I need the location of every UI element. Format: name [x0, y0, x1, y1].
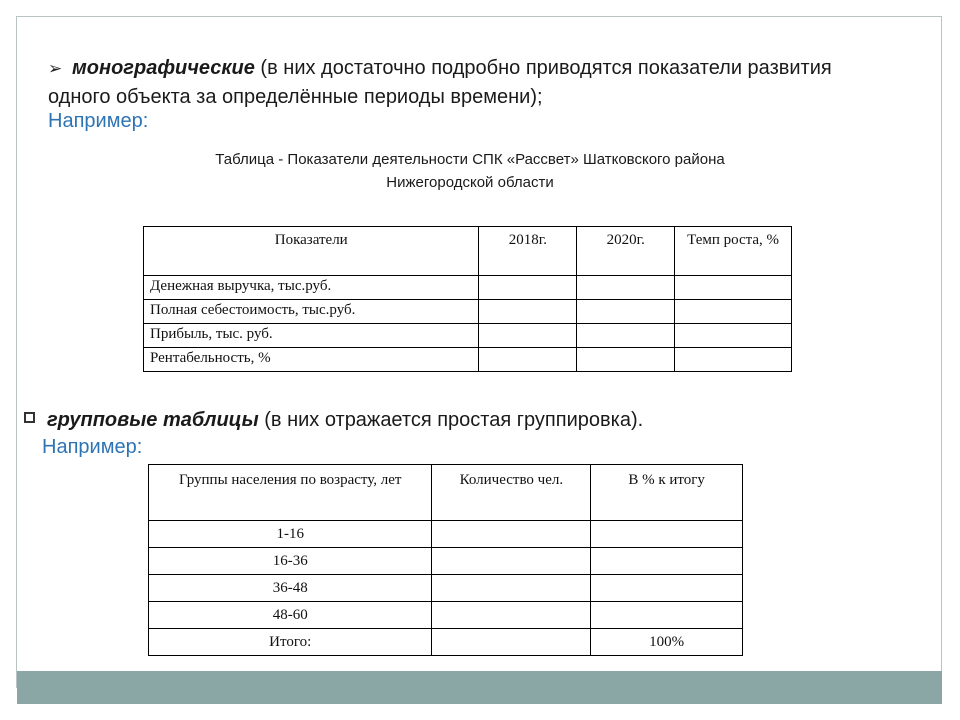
table-cell: [432, 575, 591, 602]
table-cell: Полная себестоимость, тыс.руб.: [144, 300, 479, 324]
table-row: [149, 602, 743, 629]
caption-line: Таблица - Показатели деятельности СПК «Рассвет» Шатковского района: [215, 151, 725, 168]
table-caption: [140, 148, 800, 194]
table-cell: 16-36: [149, 548, 432, 575]
bullet-monographic: [48, 54, 868, 111]
table-cell: [479, 300, 577, 324]
example-label: Например:: [42, 436, 143, 458]
table-cell: [675, 300, 792, 324]
table-cell: Рентабельность, %: [144, 348, 479, 372]
header-cell: Группы населения по возрасту, лет: [149, 465, 432, 521]
table-cell: Денежная выручка, тыс.руб.: [144, 276, 479, 300]
table-row: [149, 575, 743, 602]
header-cell: 2020г.: [577, 227, 675, 276]
table-row: [144, 276, 792, 300]
table-cell: [591, 548, 743, 575]
bullet-text: (в них отражается простая группировка).: [258, 409, 644, 431]
bullet-text: (в них достаточно подробно приводятся показатели развития одного объекта за определённые периоды времени);: [48, 57, 832, 108]
table-cell: [577, 276, 675, 300]
table-cell: [675, 324, 792, 348]
table-cell: 100%: [591, 629, 743, 656]
table-cell: [432, 602, 591, 629]
square-bullet-icon: [24, 412, 35, 423]
table-cell: [675, 276, 792, 300]
table-cell: [591, 602, 743, 629]
table-row: [144, 324, 792, 348]
bullet-term: монографические: [72, 57, 255, 79]
table-cell: [591, 521, 743, 548]
table-header-row: [144, 227, 792, 276]
table-cell: [591, 575, 743, 602]
footer-bar: [17, 671, 942, 704]
table-row: [144, 348, 792, 372]
header-cell: Количество чел.: [432, 465, 591, 521]
header-cell: Показатели: [144, 227, 479, 276]
table-row-total: [149, 629, 743, 656]
indicators-table: [143, 226, 792, 372]
table-cell: 1-16: [149, 521, 432, 548]
table-cell: 48-60: [149, 602, 432, 629]
table-cell: Прибыль, тыс. руб.: [144, 324, 479, 348]
table-cell: [432, 548, 591, 575]
age-groups-table: [148, 464, 743, 656]
bullet-group-tables: [24, 406, 643, 434]
table-cell: [432, 521, 591, 548]
table-header-row: [149, 465, 743, 521]
table-cell: [675, 348, 792, 372]
table-cell: [577, 324, 675, 348]
table-cell: [479, 324, 577, 348]
table-cell: [577, 300, 675, 324]
table-row: [149, 548, 743, 575]
table-cell: [432, 629, 591, 656]
table-cell: [479, 276, 577, 300]
header-cell: 2018г.: [479, 227, 577, 276]
header-cell: Темп роста, %: [675, 227, 792, 276]
header-cell: В % к итогу: [591, 465, 743, 521]
example-label: Например:: [48, 110, 149, 132]
bullet-term: групповые таблицы: [47, 409, 259, 431]
table-cell: [479, 348, 577, 372]
table-row: [144, 300, 792, 324]
caption-line: Нижегородской области: [386, 174, 554, 191]
table-cell: [577, 348, 675, 372]
table-cell: Итого:: [149, 629, 432, 656]
table-cell: 36-48: [149, 575, 432, 602]
arrow-bullet-icon: ➢: [48, 59, 63, 78]
table-row: [149, 521, 743, 548]
